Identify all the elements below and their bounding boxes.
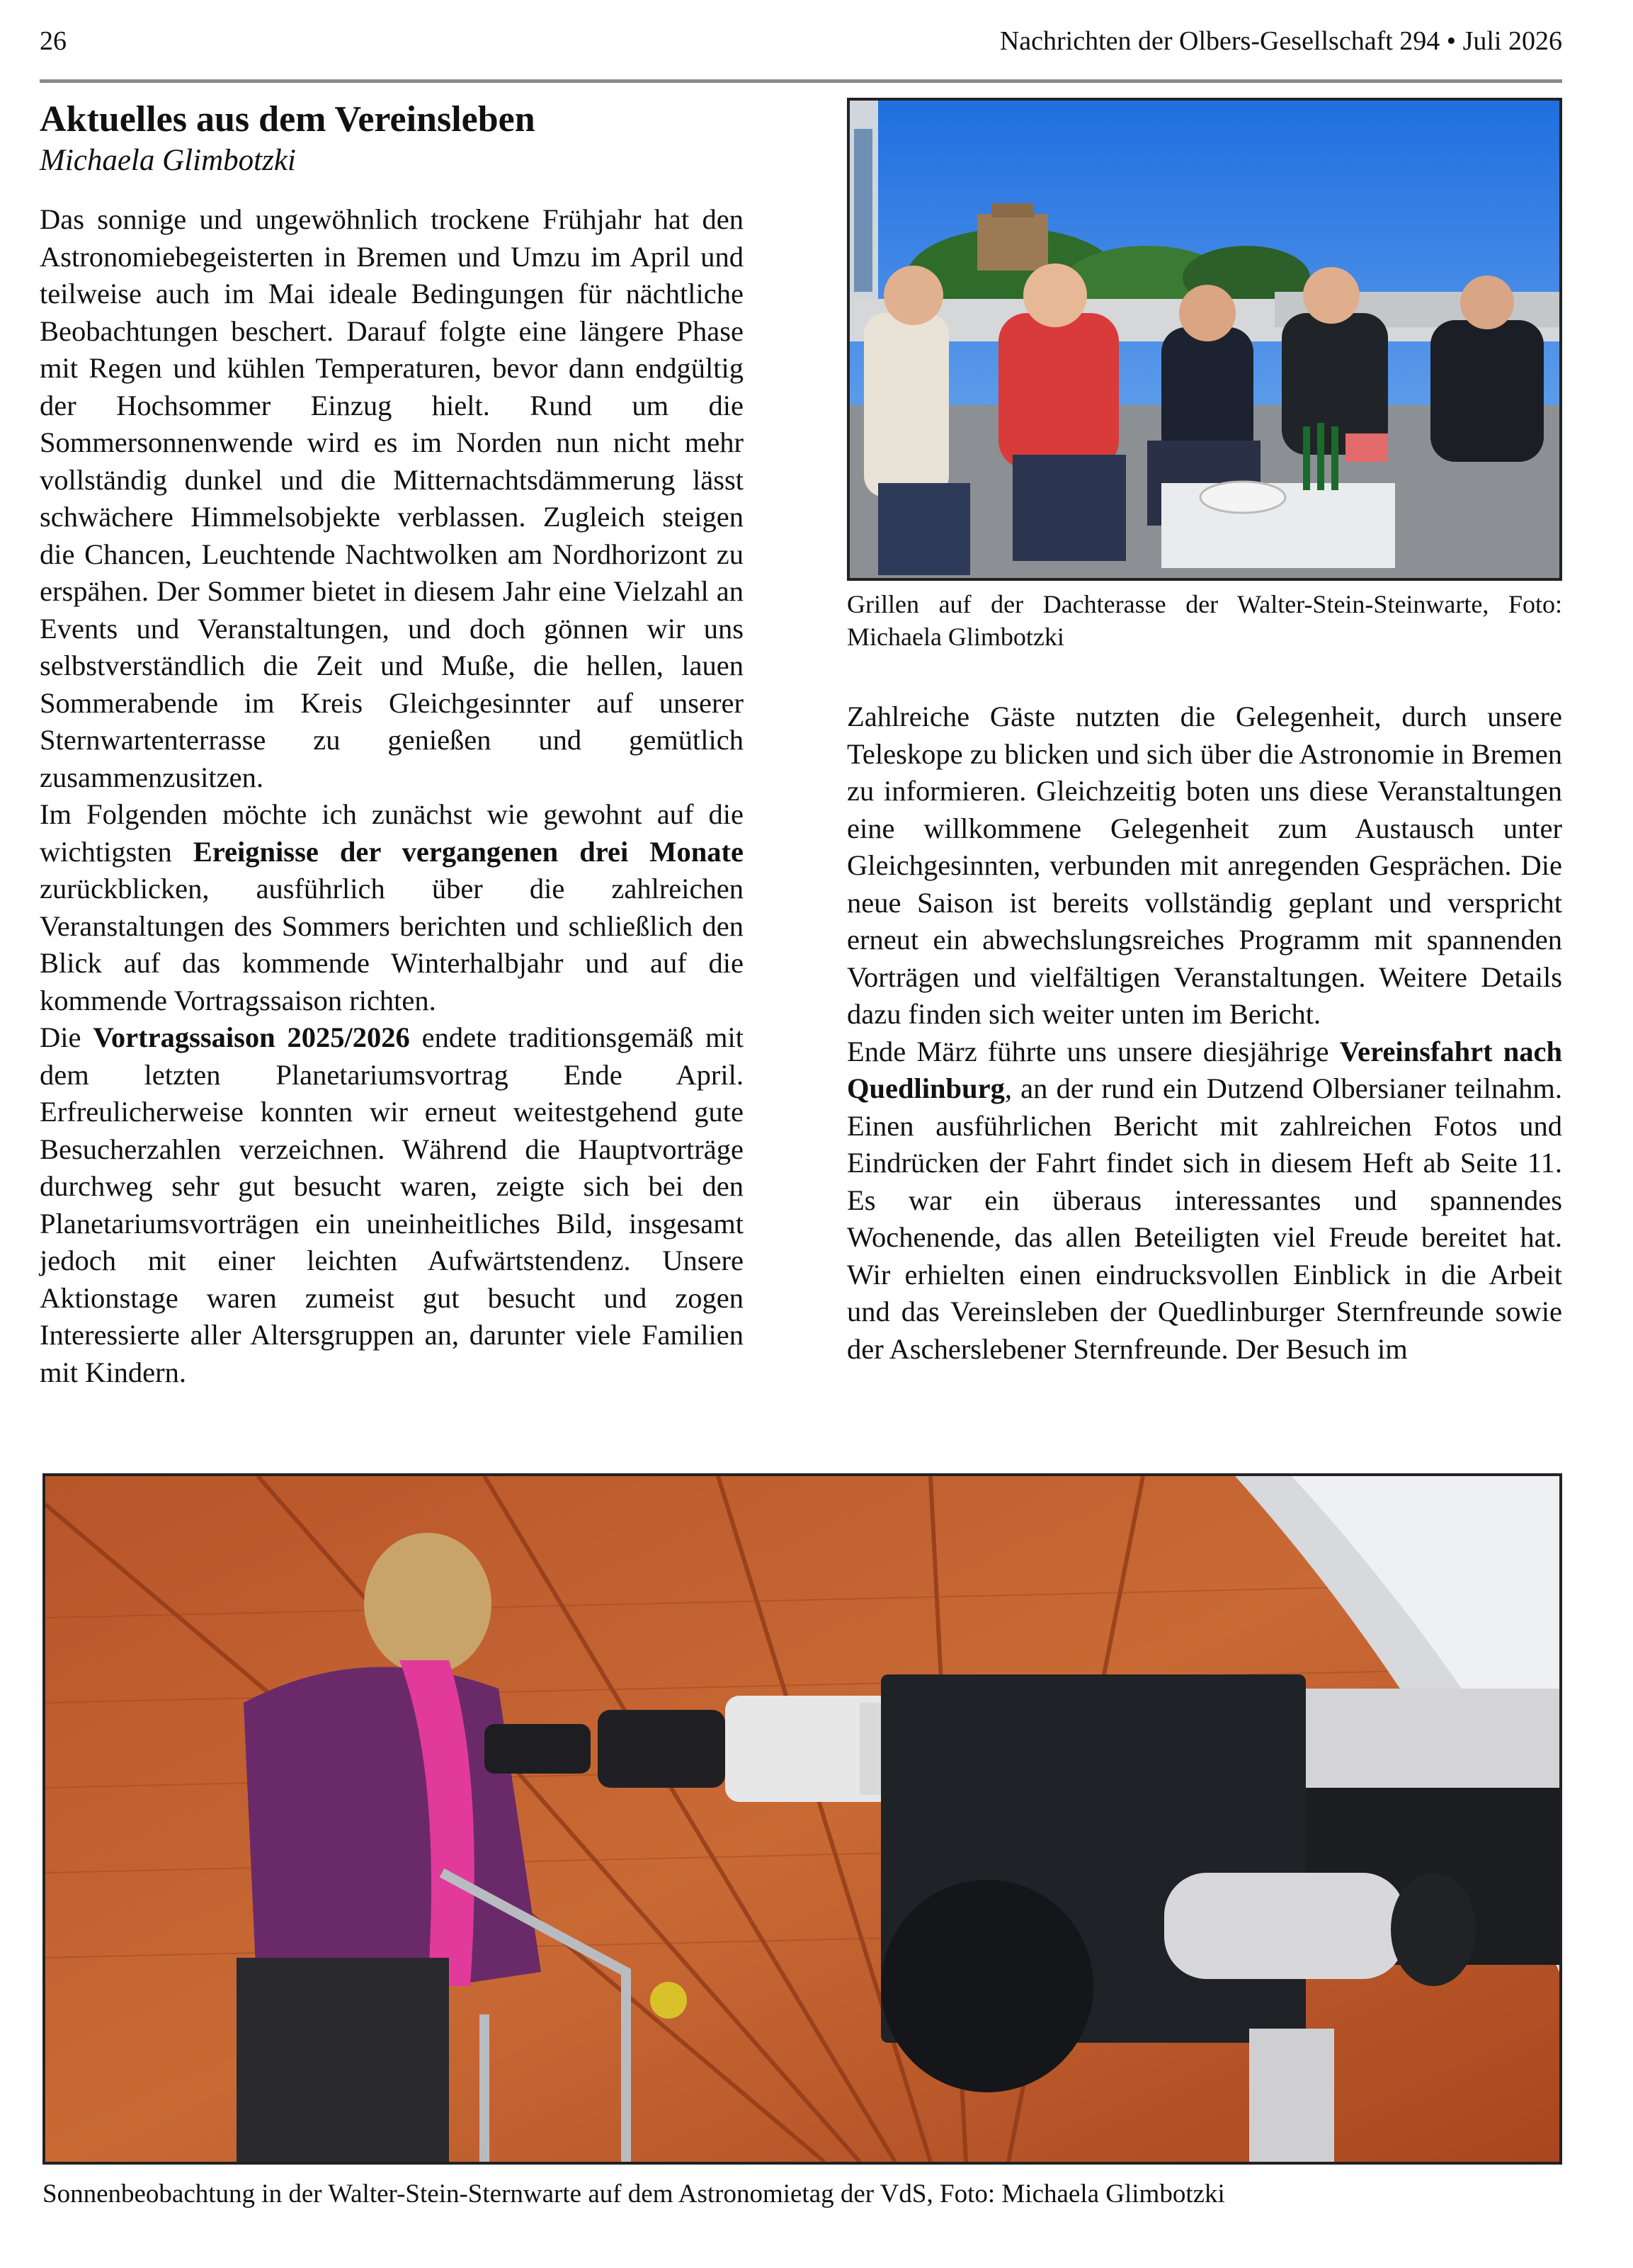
paragraph-2-start: Im Folgenden möchte ich zunächst wie gewohnt auf die wichtigsten	[40, 798, 744, 868]
bottom-photo-caption: Sonnenbeobachtung in der Walter-Stein-Sternwarte auf dem Astronomietag der VdS, Foto: Michaela Glimbotzki	[42, 2179, 1225, 2209]
article-author: Michaela Glimbotzki	[40, 144, 296, 177]
paragraph-5-end: , an der rund ein Dutzend Olbersianer teilnahm. Einen ausführlichen Bericht mit zahlreichen Fotos und Eindrücken der Fahrt findet sich in diesem Heft ab Seite 11. Es war ein überaus interessantes und spannendes Wochenende, das allen Beteiligten viel Freude bereitet hat. Wir erhielten einen eindrucksvollen Einblick in die Arbeit und das Vereinsleben der Quedlinburger Sternfreunde sowie der Ascherslebener Sternfreunde. Der Besuch im	[847, 1072, 1562, 1365]
paragraph-2	[40, 796, 744, 1019]
rooftop-barbecue-photo	[847, 98, 1562, 581]
paragraph-2-end: zurückblicken, ausführlich über die zahlreichen Veranstaltungen des Sommers berichten und schließlich den Blick auf das kommende Winterhalbjahr und auf die kommende Vortragssaison richten.	[40, 873, 744, 1016]
paragraph-3	[40, 1019, 744, 1391]
paragraph-3-end: endete traditionsgemäß mit dem letzten Planetariumsvortrag Ende April. Erfreulicherweise konnten wir erneut weitestgehend gute Besucherzahlen verzeichnen. Während die Hauptvorträge durchweg sehr gut besucht waren, zeigte sich bei den Planetariumsvorträgen ein uneinheitliches Bild, insgesamt jedoch mit einer leichten Aufwärtstendenz. Unsere Aktionstage waren zumeist gut besucht und zogen Interessierte aller Altersgruppen an, darunter viele Familien mit Kindern.	[40, 1021, 744, 1388]
running-head: Nachrichten der Olbers-Gesellschaft 294 • Juli 2026	[999, 26, 1562, 56]
paragraph-3-start: Die	[40, 1021, 93, 1053]
paragraph-1: Das sonnige und ungewöhnlich trockene Frühjahr hat den Astronomiebegeisterten in Bremen und Umzu im April und teilweise auch im Mai ideale Bedingungen für nächtliche Beobachtungen beschert. Darauf folgte eine längere Phase mit Regen und kühlen Temperaturen, bevor dann endgültig der Hochsommer Einzug hielt. Rund um die Sommersonnenwende wird es im Norden nun nicht mehr vollständig dunkel und die Mitternachtsdämmerung lässt schwächere Himmelsobjekte verblassen. Zugleich steigen die Chancen, Leuchtende Nachtwolken am Nordhorizont zu erspähen. Der Sommer bietet in diesem Jahr eine Vielzahl an Events und Veranstaltungen, und doch gönnen wir uns selbstverständlich die Zeit und Muße, die hellen, lauen Sommerabende im Kreis Gleichgesinnter auf unserer Sternwartenterrasse zu genießen und gemütlich zusammenzusitzen.	[40, 203, 744, 793]
paragraph-3-emphasis: Vortragssaison 2025/2026	[93, 1021, 410, 1053]
header-rule	[40, 79, 1562, 83]
paragraph-2-emphasis: Ereignisse der vergangenen drei Monate	[193, 835, 744, 868]
paragraph-5-emphasis: Vereinsfahrt nach Quedlinburg	[847, 1035, 1562, 1104]
paragraph-5-start: Ende März führte uns unsere diesjährige	[847, 1035, 1340, 1067]
paragraph-5	[847, 1033, 1562, 1368]
page-number: 26	[40, 26, 67, 56]
article-right-column	[847, 698, 1562, 1368]
top-photo-caption: Grillen auf der Dachterasse der Walter-Stein-Steinwarte, Foto: Michaela Glimbotzki	[847, 590, 1562, 651]
paragraph-4: Zahlreiche Gäste nutzten die Gelegenheit, durch unsere Teleskope zu blicken und sich über die Astronomie in Bremen zu informieren. Gleichzeitig boten uns diese Veranstaltungen eine willkommene Gelegenheit zum Austausch unter Gleichgesinnten, verbunden mit anregenden Gesprächen. Die neue Saison ist bereits vollständig geplant und verspricht erneut ein abwechslungsreiches Programm mit spannenden Vorträgen und vielfältigen Veranstaltungen. Weitere Details dazu finden sich weiter unten im Bericht.	[847, 701, 1562, 1030]
article-left-column	[40, 98, 744, 1391]
solar-observation-photo	[42, 1473, 1562, 2165]
page-header	[40, 25, 1562, 61]
article-title: Aktuelles aus dem Vereinsleben	[40, 99, 535, 140]
